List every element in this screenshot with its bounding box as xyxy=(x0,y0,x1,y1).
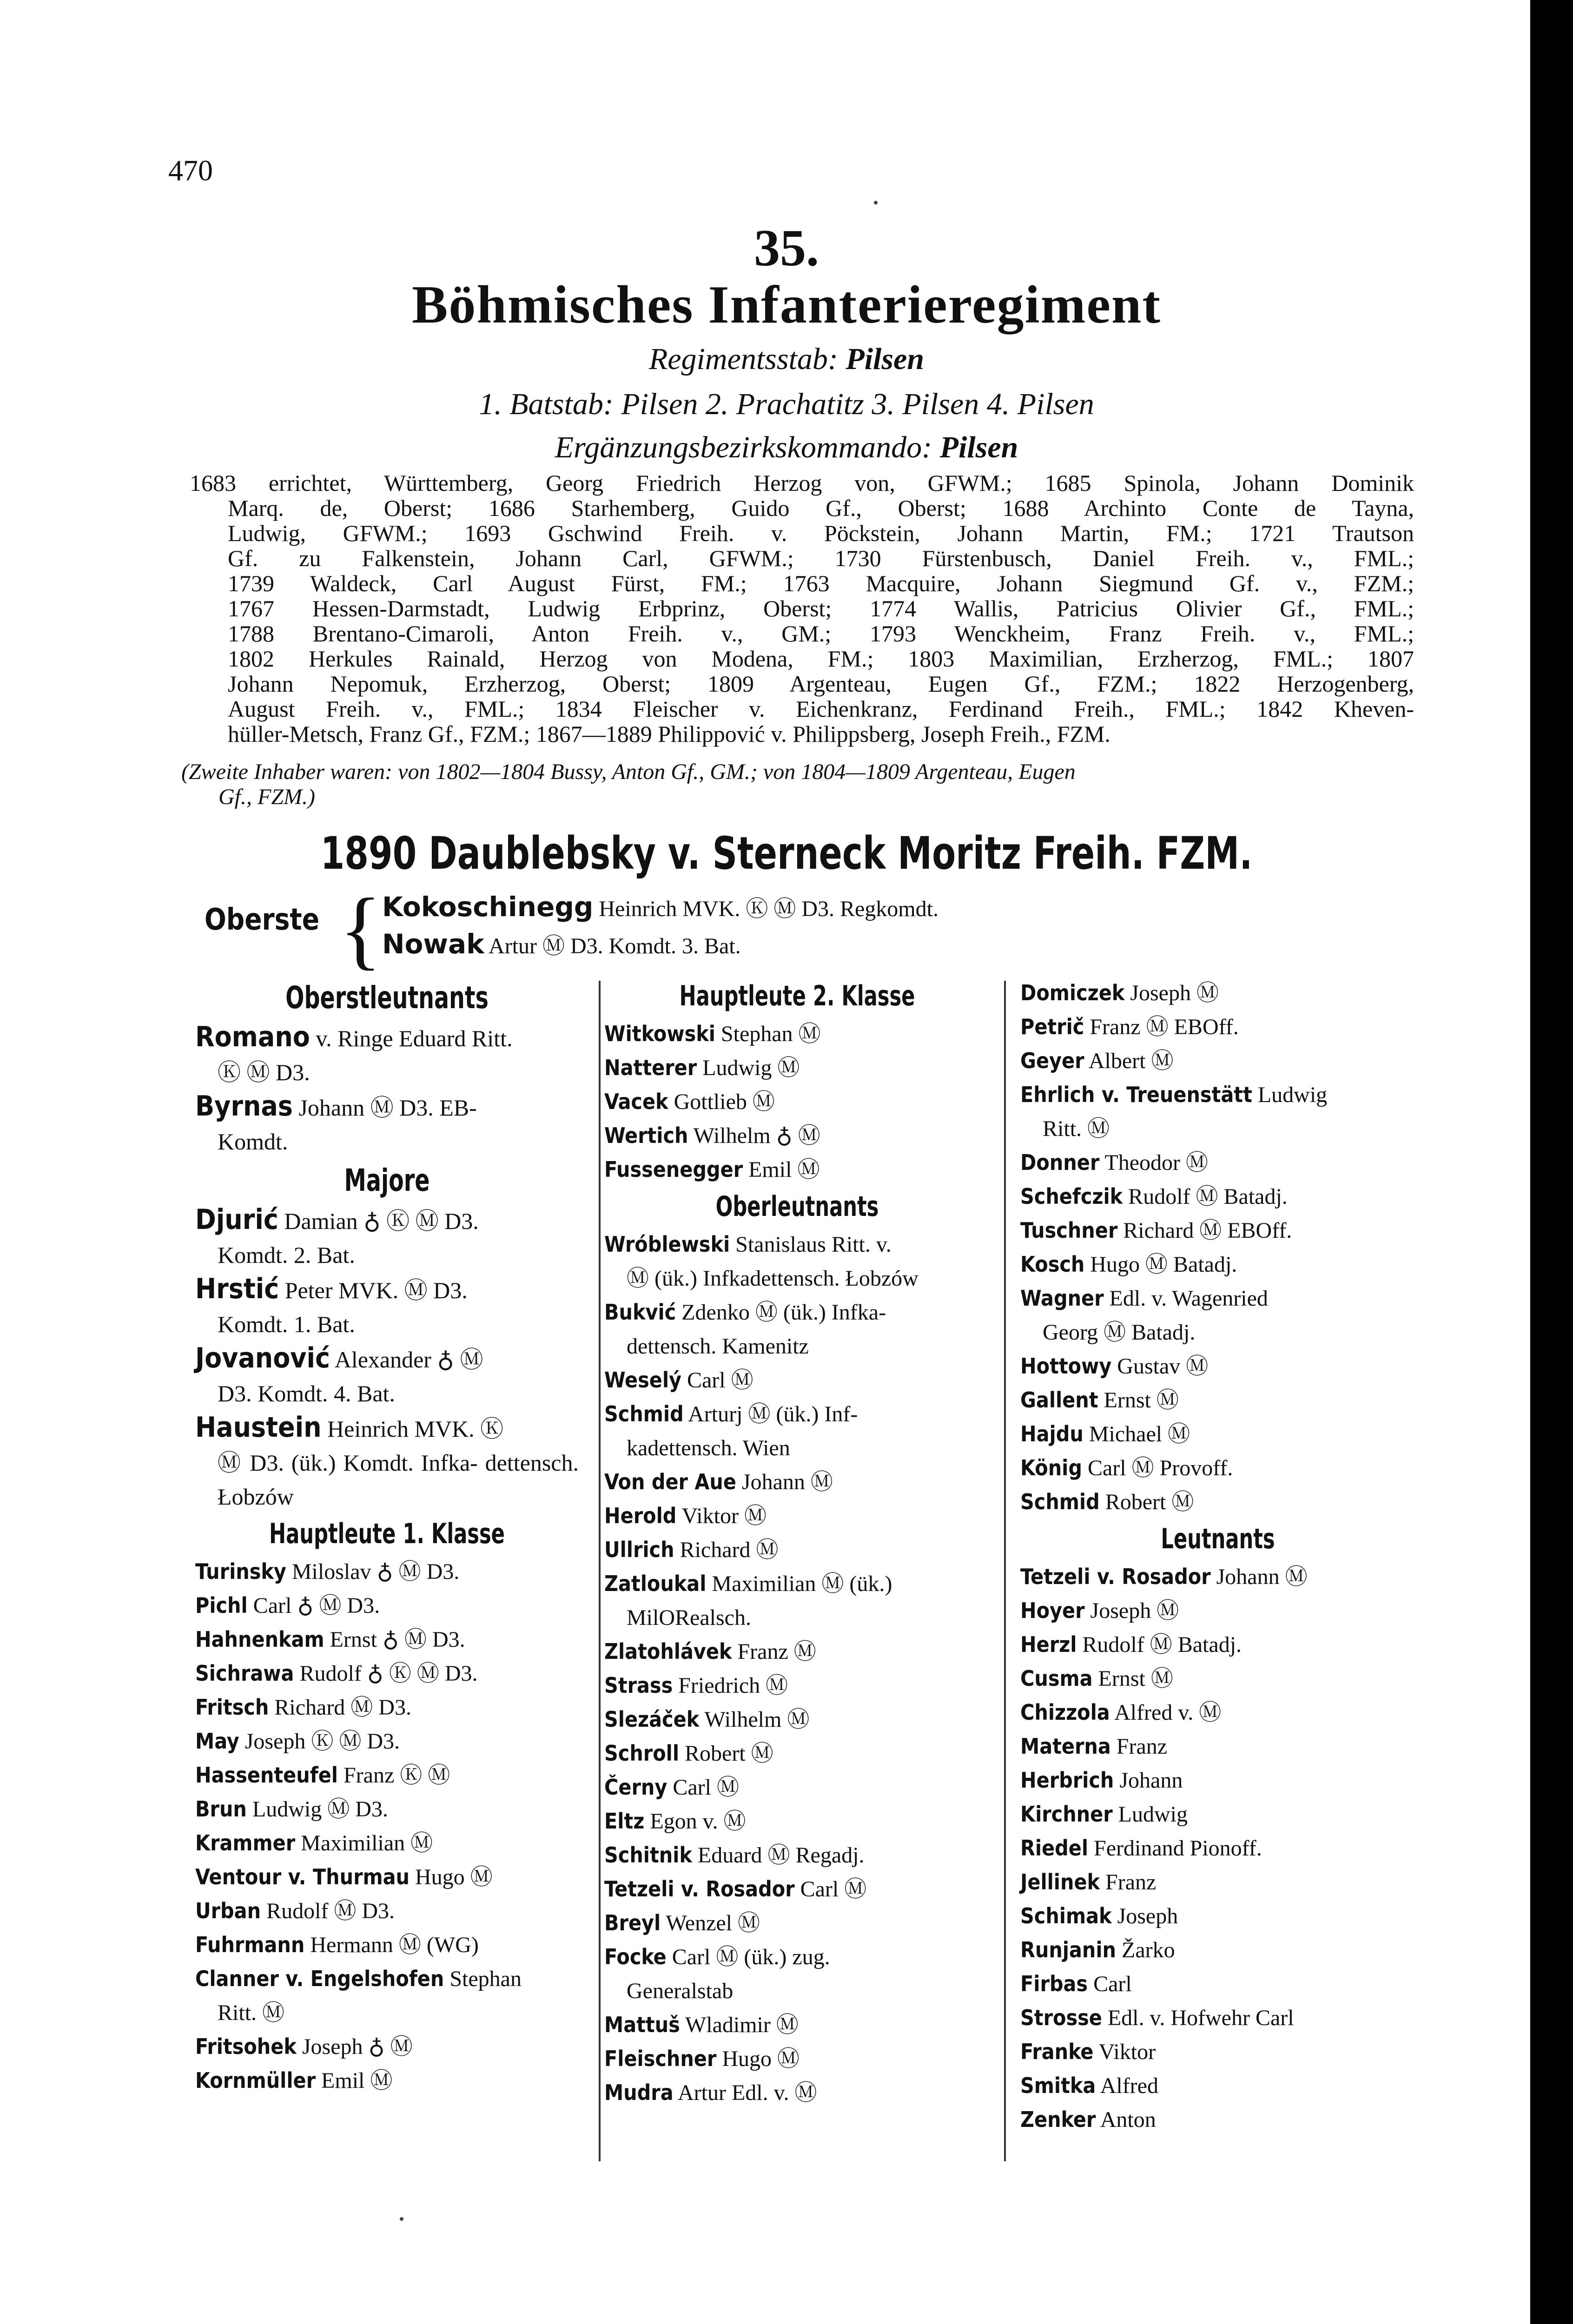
officer-entry xyxy=(1020,1485,1415,1519)
officer-details: Friedrich Ⓜ xyxy=(678,1673,788,1698)
zweite-inhaber-line: Gf., FZM.) xyxy=(218,784,315,809)
officer-details: Stephan xyxy=(449,1967,522,1991)
history-line: 1683 errichtet, Württemberg, Georg Friedrich Herzog von, GFWM.; 1685 Spinola, Johann Dominik xyxy=(190,470,1414,496)
officer-details: Viktor xyxy=(1098,2040,1156,2064)
officer-entry xyxy=(604,1153,990,1187)
ergaenzung-value: Pilsen xyxy=(939,430,1018,464)
officer-name: Geyer xyxy=(1020,1048,1084,1073)
officer-details: Carl Ⓜ (ük.) zug. xyxy=(672,1945,830,1969)
officer-name: Zlatohlávek xyxy=(604,1639,732,1664)
officer-details: Joseph xyxy=(1117,1904,1178,1928)
officer-entry xyxy=(195,1690,579,1724)
officer-name: Černy xyxy=(604,1775,668,1800)
officer-details: Alfred v. Ⓜ xyxy=(1114,1700,1222,1725)
officer-name: Zatloukal xyxy=(604,1571,707,1596)
officer-name: Schmid xyxy=(1020,1489,1100,1514)
officer-entry xyxy=(1020,1044,1415,1078)
section-heading: Hauptleute 2. Klasse xyxy=(679,980,915,1012)
officer-name: Herbrich xyxy=(1020,1768,1114,1793)
officer-details-continued: Ⓜ (ük.) Infkadettensch. Łobzów xyxy=(627,1266,919,1291)
officer-entry xyxy=(195,1860,579,1894)
history-line: hüller-Metsch, Franz Gf., FZM.; 1867—1889 Philippović v. Philippsberg, Joseph Freih., FZM. xyxy=(228,721,1110,747)
officer-details-continued: Ritt. Ⓜ xyxy=(1043,1116,1110,1141)
scan-speck xyxy=(874,201,878,205)
officer-entry xyxy=(1020,1594,1415,1628)
officer-details: Stanislaus Ritt. v. xyxy=(735,1232,892,1257)
section-heading: Leutnants xyxy=(1161,1523,1275,1555)
column-3 xyxy=(1020,976,1415,2137)
officer-details: Albert Ⓜ xyxy=(1088,1049,1174,1073)
officer-entry xyxy=(195,1928,579,1962)
officer-entry xyxy=(1020,1628,1415,1662)
officer-name: Weselý xyxy=(604,1367,681,1393)
oberste-details: Heinrich MVK. Ⓚ Ⓜ D3. Regkomdt. xyxy=(599,897,939,921)
officer-entry xyxy=(1020,1831,1415,1865)
officer-name: Wagner xyxy=(1020,1286,1104,1311)
regimentsstab-label: Regimentsstab: xyxy=(648,342,838,376)
officer-entry xyxy=(604,1567,990,1635)
officer-name: Tuschner xyxy=(1020,1218,1118,1243)
officer-name: Donner xyxy=(1020,1150,1100,1175)
column-1 xyxy=(195,976,579,2098)
officer-details: Robert Ⓜ xyxy=(1105,1490,1194,1514)
officer-name: Turinsky xyxy=(195,1559,286,1584)
officer-entry xyxy=(195,1894,579,1928)
officer-entry xyxy=(195,1020,579,1089)
section-heading: Oberstleutnants xyxy=(285,980,489,1016)
officer-details: Carl xyxy=(1093,1972,1132,1996)
officer-name: Firbas xyxy=(1020,1971,1088,1996)
column-divider xyxy=(1004,981,1006,2161)
officer-details: Wilhelm ♁ Ⓜ xyxy=(693,1123,820,1148)
officer-details-continued: Komdt. xyxy=(218,1129,288,1155)
officer-details: Alfred xyxy=(1100,2073,1158,2098)
officer-name: Urban xyxy=(195,1898,261,1923)
officer-details: Ludwig Ⓜ D3. xyxy=(252,1797,388,1822)
officer-name: Haustein xyxy=(195,1411,322,1444)
officer-details: Eduard Ⓜ Regadj. xyxy=(697,1843,865,1868)
history-line: Ludwig, GFWM.; 1693 Gschwind Freih. v. Pöckstein, Johann Martin, FM.; 1721 Trautson xyxy=(228,520,1414,546)
officer-details: Wladimir Ⓜ xyxy=(685,2013,799,2037)
officer-entry xyxy=(604,1533,990,1567)
officer-details: Richard Ⓜ D3. xyxy=(274,1695,411,1720)
officer-name: Fuhrmann xyxy=(195,1932,305,1957)
officer-details: Franz Ⓜ xyxy=(737,1639,816,1664)
officer-details: Carl Ⓜ xyxy=(673,1775,739,1800)
officer-entry xyxy=(604,1363,990,1397)
scan-speck xyxy=(400,2217,403,2221)
officer-details: Ludwig xyxy=(1257,1083,1328,1107)
officer-details: Maximilian Ⓜ (ük.) xyxy=(712,1571,892,1596)
officer-entry xyxy=(604,1906,990,1940)
officer-name: Herzl xyxy=(1020,1632,1077,1657)
officer-details: Anton xyxy=(1100,2107,1156,2132)
officer-details: Emil Ⓜ xyxy=(748,1157,820,1182)
officer-entry xyxy=(195,1272,579,1341)
officer-entry xyxy=(1020,2001,1415,2035)
officer-entry xyxy=(604,1838,990,1872)
officer-entry xyxy=(1020,1451,1415,1485)
officer-name: Slezáček xyxy=(604,1707,700,1732)
officer-name: Herold xyxy=(604,1503,677,1528)
batstab-line: 1. Batstab: Pilsen 2. Prachatitz 3. Pilsen 4. Pilsen xyxy=(479,387,1094,421)
officer-entry xyxy=(195,1962,579,2030)
officer-name: Djurić xyxy=(195,1203,278,1236)
officer-name: Gallent xyxy=(1020,1387,1098,1413)
officer-entry xyxy=(1020,2103,1415,2137)
officer-name: Riedel xyxy=(1020,1835,1088,1861)
officer-details-continued: Komdt. 2. Bat. xyxy=(218,1242,355,1268)
oberste-label: Oberste xyxy=(205,903,320,937)
officer-name: Schefczik xyxy=(1020,1184,1123,1209)
officer-details-continued: Komdt. 1. Bat. xyxy=(218,1311,355,1337)
officer-name: Witkowski xyxy=(604,1021,715,1046)
officer-entry xyxy=(1020,1010,1415,1044)
officer-entry xyxy=(1020,1865,1415,1899)
officer-entry xyxy=(1020,1146,1415,1180)
officer-name: Ventour v. Thurmau xyxy=(195,1864,410,1889)
officer-entry xyxy=(604,1119,990,1153)
regiment-number: 35. xyxy=(754,219,819,277)
oberste-entry xyxy=(382,927,741,963)
officer-details: Johann Ⓜ xyxy=(1216,1565,1308,1589)
officer-entry xyxy=(604,1703,990,1736)
officer-name: Focke xyxy=(604,1944,667,1969)
officer-details: Richard Ⓜ EBOff. xyxy=(1123,1218,1292,1243)
page-number: 470 xyxy=(168,154,213,187)
officer-name: Jellinek xyxy=(1020,1869,1100,1895)
officer-details-continued: Ⓜ D3. (ük.) Komdt. Infka- dettensch. Łobzów xyxy=(218,1450,579,1510)
officer-name: Chizzola xyxy=(1020,1700,1110,1725)
officer-name: Hassenteufel xyxy=(195,1763,338,1788)
regimentsstab-line xyxy=(0,342,1573,377)
officer-details: Johann Ⓜ D3. EB- xyxy=(298,1095,477,1121)
officer-details: Stephan Ⓜ xyxy=(720,1022,821,1046)
officer-entry xyxy=(195,1411,579,1514)
officer-details-continued: D3. Komdt. 4. Bat. xyxy=(218,1380,395,1406)
officer-entry xyxy=(195,1089,579,1159)
officer-entry xyxy=(1020,1281,1415,1349)
officer-name: Vacek xyxy=(604,1089,668,1114)
officer-details: Wilhelm Ⓜ xyxy=(704,1707,810,1732)
officer-entry xyxy=(604,1804,990,1838)
officer-details: Rudolf Ⓜ Batadj. xyxy=(1128,1184,1288,1209)
officer-name: König xyxy=(1020,1455,1082,1480)
officer-name: Fritsohek xyxy=(195,2034,297,2059)
officer-entry xyxy=(1020,1180,1415,1214)
officer-entry xyxy=(195,1341,579,1411)
officer-entry xyxy=(604,1940,990,2008)
officer-name: Hahnenkam xyxy=(195,1627,324,1652)
section-heading: Majore xyxy=(344,1162,430,1198)
officer-entry xyxy=(1020,2069,1415,2103)
officer-details: Miloslav ♁ Ⓜ D3. xyxy=(291,1559,460,1584)
officer-name: Tetzeli v. Rosador xyxy=(604,1876,795,1901)
officer-entry xyxy=(1020,1933,1415,1967)
officer-entry xyxy=(1020,1078,1415,1146)
officer-details: Carl Ⓜ xyxy=(800,1877,867,1901)
officer-details: Ernst Ⓜ xyxy=(1098,1666,1173,1691)
officer-details: Hugo Ⓜ xyxy=(722,2047,800,2071)
officer-entry xyxy=(195,1724,579,1758)
officer-details: Arturj Ⓜ (ük.) Inf- xyxy=(688,1402,858,1426)
officer-name: Tetzeli v. Rosador xyxy=(1020,1564,1211,1589)
officer-entry xyxy=(604,1017,990,1051)
officer-name: Jovanović xyxy=(195,1342,330,1374)
officer-entry xyxy=(195,1203,579,1272)
officer-entry xyxy=(1020,1967,1415,2001)
oberste-entry xyxy=(382,890,939,926)
officer-name: Sichrawa xyxy=(195,1661,294,1686)
officer-details-continued: MilORealsch. xyxy=(627,1605,751,1630)
officer-name: Hrstić xyxy=(195,1273,279,1305)
officer-name: Wertich xyxy=(604,1123,688,1148)
page-title: Böhmisches Infanterieregiment xyxy=(412,275,1161,335)
officer-details-continued: Georg Ⓜ Batadj. xyxy=(1043,1320,1196,1345)
officer-details: v. Ringe Eduard Ritt. xyxy=(316,1025,513,1051)
officer-entry xyxy=(1020,1214,1415,1248)
officer-entry xyxy=(1020,1560,1415,1594)
section-heading: Hauptleute 1. Klasse xyxy=(269,1518,505,1550)
officer-entry xyxy=(1020,1662,1415,1696)
zweite-inhaber-note xyxy=(181,759,1418,810)
officer-name: Natterer xyxy=(604,1055,697,1080)
officer-name: Kornmüller xyxy=(195,2068,316,2093)
officer-name: Breyl xyxy=(604,1910,661,1935)
officer-name: Krammer xyxy=(195,1830,296,1855)
history-line: Gf. zu Falkenstein, Johann Carl, GFWM.; 1730 Fürstenbusch, Daniel Freih. v., FML.; xyxy=(228,545,1414,571)
officer-entry xyxy=(604,1872,990,1906)
officer-name: Ullrich xyxy=(604,1537,674,1562)
officer-details: Ernst Ⓜ xyxy=(1104,1388,1179,1413)
officer-details: Richard Ⓜ xyxy=(680,1538,779,1562)
officer-details: Viktor Ⓜ xyxy=(681,1504,767,1528)
officer-details: Carl Ⓜ Provoff. xyxy=(1087,1456,1233,1480)
officer-details-continued: kadettensch. Wien xyxy=(627,1436,790,1460)
officer-details: Carl Ⓜ xyxy=(687,1368,753,1393)
officer-details: Franz xyxy=(1105,1870,1157,1895)
officer-entry xyxy=(604,1635,990,1669)
ergaenzung-line xyxy=(0,430,1573,465)
officer-name: Mudra xyxy=(604,2080,674,2105)
officer-details: Rudolf ♁ Ⓚ Ⓜ D3. xyxy=(299,1661,478,1686)
history-line: 1788 Brentano-Cimaroli, Anton Freih. v., GM.; 1793 Wenckheim, Franz Freih. v., FML.; xyxy=(228,621,1414,647)
officer-entry xyxy=(604,1228,990,1295)
officer-details: Wenzel Ⓜ xyxy=(666,1911,760,1935)
section-heading: Oberleutnants xyxy=(715,1190,879,1223)
officer-entry xyxy=(604,1051,990,1085)
history-line: 1767 Hessen-Darmstadt, Ludwig Erbprinz, Oberst; 1774 Wallis, Patricius Olivier Gf., FML.; xyxy=(228,595,1414,621)
officer-entry xyxy=(1020,1696,1415,1730)
officer-name: Ehrlich v. Treuenstätt xyxy=(1020,1082,1252,1107)
officer-entry xyxy=(604,1770,990,1804)
officer-name: Zenker xyxy=(1020,2107,1096,2132)
brace-symbol: { xyxy=(339,881,382,978)
officer-entry xyxy=(1020,2035,1415,2069)
officer-entry xyxy=(1020,976,1415,1010)
officer-entry xyxy=(195,1826,579,1860)
zweite-inhaber-line: (Zweite Inhaber waren: von 1802—1804 Bussy, Anton Gf., GM.; von 1804—1809 Argenteau, Eugen xyxy=(181,759,1076,784)
officer-name: Schitnik xyxy=(604,1842,692,1868)
officer-name: Strosse xyxy=(1020,2005,1102,2030)
officer-entry xyxy=(1020,1730,1415,1763)
officer-entry xyxy=(1020,1763,1415,1797)
ergaenzung-label: Ergänzungsbezirkskommando: xyxy=(555,430,932,464)
officer-details-continued: Generalstab xyxy=(627,1979,734,2003)
officer-entry xyxy=(195,1589,579,1623)
officer-name: Kosch xyxy=(1020,1252,1085,1277)
history-line: 1739 Waldeck, Carl August Fürst, FM.; 1763 Macquire, Johann Siegmund Gf. v., FZM.; xyxy=(228,570,1414,596)
officer-details: Alexander ♁ Ⓜ xyxy=(334,1347,483,1373)
officer-name: Pichl xyxy=(195,1593,248,1618)
officer-details: Joseph ♁ Ⓜ xyxy=(302,2034,413,2059)
officer-entry xyxy=(195,1758,579,1792)
officer-details: Zdenko Ⓜ (ük.) Infka- xyxy=(681,1300,886,1325)
officer-details: Michael Ⓜ xyxy=(1089,1422,1190,1446)
officer-name: Schmid xyxy=(604,1401,684,1426)
officer-name: Bukvić xyxy=(604,1300,676,1325)
officer-entry xyxy=(604,1397,990,1465)
officer-name: Eltz xyxy=(604,1809,645,1834)
officer-name: Hottowy xyxy=(1020,1353,1112,1379)
officer-details: Carl ♁ Ⓜ D3. xyxy=(253,1593,380,1618)
officer-entry xyxy=(604,2076,990,2110)
officer-name: Mattuš xyxy=(604,2012,680,2037)
officer-details: Ernst ♁ Ⓜ D3. xyxy=(330,1627,465,1652)
history-line: Johann Nepomuk, Erzherzog, Oberst; 1809 Argenteau, Eugen Gf., FZM.; 1822 Herzogenberg, xyxy=(228,671,1414,697)
officer-entry xyxy=(604,2008,990,2042)
officer-entry xyxy=(1020,1383,1415,1417)
officer-details: Hugo Ⓜ Batadj. xyxy=(1090,1252,1237,1277)
officer-details: Žarko xyxy=(1122,1938,1175,1962)
officer-details: Hermann Ⓜ (WG) xyxy=(310,1933,479,1957)
officer-details: Franz Ⓚ Ⓜ xyxy=(343,1763,450,1788)
officer-name: Romano xyxy=(195,1021,310,1053)
officer-details: Heinrich MVK. Ⓚ xyxy=(327,1416,504,1442)
officer-name: Byrnas xyxy=(195,1090,293,1122)
officer-entry xyxy=(604,1295,990,1363)
officer-entry xyxy=(1020,1797,1415,1831)
officer-name: Materna xyxy=(1020,1734,1111,1759)
officer-entry xyxy=(195,1657,579,1690)
officer-entry xyxy=(195,1792,579,1826)
officer-entry xyxy=(195,1623,579,1657)
oberste-name: Nowak xyxy=(382,928,484,960)
officer-name: Cusma xyxy=(1020,1666,1093,1691)
officer-details: Ferdinand Pionoff. xyxy=(1094,1836,1262,1861)
officer-details: Joseph Ⓚ Ⓜ D3. xyxy=(245,1729,400,1754)
officer-details: Franz xyxy=(1116,1734,1168,1759)
officer-name: Fussenegger xyxy=(604,1157,743,1182)
regimentsstab-value: Pilsen xyxy=(846,342,925,376)
column-divider xyxy=(599,981,601,2161)
regiment-history xyxy=(190,470,1414,747)
officer-details: Maximilian Ⓜ xyxy=(301,1831,433,1855)
officer-name: Runjanin xyxy=(1020,1937,1117,1962)
officer-entry xyxy=(1020,1417,1415,1451)
officer-details: Egon v. Ⓜ xyxy=(650,1809,746,1834)
officer-details: Ludwig Ⓜ xyxy=(702,1056,800,1080)
officer-name: Brun xyxy=(195,1796,247,1822)
officer-name: Smitka xyxy=(1020,2073,1096,2098)
officer-details: Artur Edl. v. Ⓜ xyxy=(677,2080,817,2105)
officer-name: Kirchner xyxy=(1020,1802,1113,1827)
officer-details: Edl. v. Wagenried xyxy=(1109,1286,1268,1311)
history-line: 1802 Herkules Rainald, Herzog von Modena, FM.; 1803 Maximilian, Erzherzog, FML.; 1807 xyxy=(228,646,1414,672)
officer-details: Gustav Ⓜ xyxy=(1117,1354,1209,1379)
officer-entry xyxy=(604,1499,990,1533)
officer-details: Peter MVK. Ⓜ D3. xyxy=(284,1277,468,1303)
oberste-name: Kokoschinegg xyxy=(382,891,594,923)
officer-name: Clanner v. Engelshofen xyxy=(195,1966,444,1991)
officer-details-continued: dettensch. Kamenitz xyxy=(627,1334,809,1359)
officer-name: Wróblewski xyxy=(604,1232,730,1257)
regiment-inhaber: 1890 Daublebsky v. Sterneck Moritz Freih. FZM. xyxy=(320,827,1253,879)
officer-name: Petrič xyxy=(1020,1014,1084,1039)
officer-details: Robert Ⓜ xyxy=(685,1741,773,1766)
officer-name: Franke xyxy=(1020,2039,1094,2064)
officer-name: Hajdu xyxy=(1020,1421,1084,1446)
officer-details: Edl. v. Hofwehr Carl xyxy=(1107,2006,1294,2030)
officer-entry xyxy=(1020,1899,1415,1933)
officer-details: Johann Ⓜ xyxy=(741,1470,833,1494)
officer-details: Theodor Ⓜ xyxy=(1104,1150,1208,1175)
officer-name: Von der Aue xyxy=(604,1469,736,1494)
officer-details: Rudolf Ⓜ D3. xyxy=(266,1899,395,1923)
officer-entry xyxy=(1020,1349,1415,1383)
oberste-details: Artur Ⓜ D3. Komdt. 3. Bat. xyxy=(489,934,741,958)
officer-details: Hugo Ⓜ xyxy=(415,1865,493,1889)
officer-details: Rudolf Ⓜ Batadj. xyxy=(1082,1632,1242,1657)
officer-name: May xyxy=(195,1729,239,1754)
officer-name: Domiczek xyxy=(1020,980,1125,1005)
officer-details: Damian ♁ Ⓚ Ⓜ D3. xyxy=(284,1208,479,1234)
officer-entry xyxy=(604,1669,990,1703)
officer-name: Fleischner xyxy=(604,2046,717,2071)
officer-entry xyxy=(604,1736,990,1770)
history-line: August Freih. v., FML.; 1834 Fleischer v. Eichenkranz, Ferdinand Freih., FML.; 1842 Kheven- xyxy=(228,696,1414,722)
officer-details: Gottlieb Ⓜ xyxy=(674,1089,775,1114)
officer-entry xyxy=(195,2064,579,2098)
history-line: Marq. de, Oberst; 1686 Starhemberg, Guido Gf., Oberst; 1688 Archinto Conte de Tayna, xyxy=(228,495,1414,521)
officer-details-continued: Ⓚ Ⓜ D3. xyxy=(218,1059,310,1085)
officer-name: Schroll xyxy=(604,1741,679,1766)
officer-name: Hoyer xyxy=(1020,1598,1085,1623)
officer-entry xyxy=(1020,1248,1415,1281)
officer-name: Schimak xyxy=(1020,1903,1112,1928)
officer-details-continued: Ritt. Ⓜ xyxy=(218,2000,285,2025)
officer-entry xyxy=(195,1555,579,1589)
officer-details: Joseph Ⓜ xyxy=(1090,1598,1179,1623)
officer-details: Joseph Ⓜ xyxy=(1130,981,1219,1005)
officer-details: Emil Ⓜ xyxy=(321,2068,393,2093)
officer-name: Strass xyxy=(604,1673,673,1698)
officer-name: Fritsch xyxy=(195,1695,269,1720)
column-2 xyxy=(604,976,990,2110)
officer-details: Ludwig xyxy=(1118,1802,1188,1827)
officer-details: Johann xyxy=(1119,1768,1183,1793)
officer-entry xyxy=(604,2042,990,2076)
officer-details: Franz Ⓜ EBOff. xyxy=(1090,1015,1239,1039)
officer-entry xyxy=(195,2030,579,2064)
officer-entry xyxy=(604,1465,990,1499)
officer-entry xyxy=(604,1085,990,1119)
